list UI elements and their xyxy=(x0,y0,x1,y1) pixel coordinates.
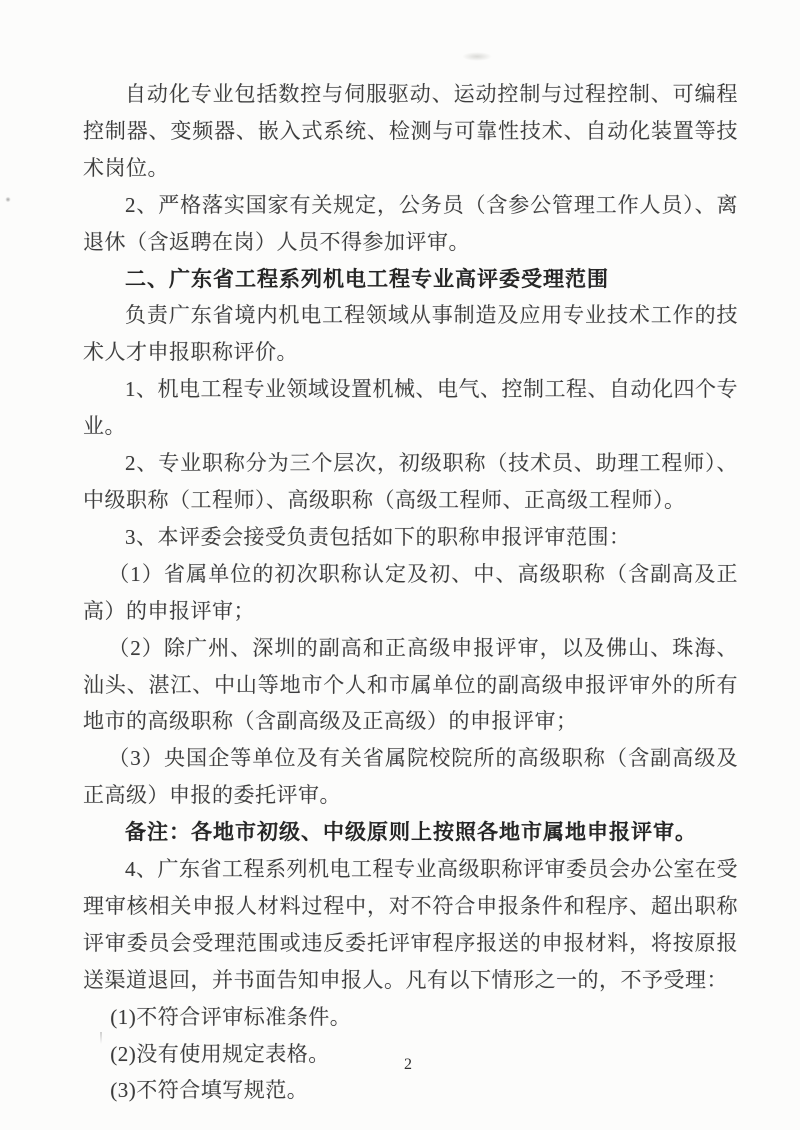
paragraph-responsibility: 负责广东省境内机电工程领域从事制造及应用专业技术工作的技术人才申报职称评价。 xyxy=(83,303,738,365)
document-body xyxy=(83,76,738,1109)
subitem-3-central-soe: （3）央国企等单位及有关省属院校院所的高级职称（含副高级及正高级）申报的委托评审。 xyxy=(83,746,738,808)
reject-item-3: (3)不符合填写规范。 xyxy=(110,1078,309,1103)
note-local-declaration: 备注：各地市初级、中级原则上按照各地市属地申报评审。 xyxy=(125,820,697,845)
paragraph-civil-servants-rule: 2、严格落实国家有关规定，公务员（含参公管理工作人员）、离退休（含返聘在岗）人员不得参加评审。 xyxy=(83,192,738,254)
item-1-four-majors: 1、机电工程专业领域设置机械、电气、控制工程、自动化四个专业。 xyxy=(83,377,738,439)
section-heading-acceptance-scope: 二、广东省工程系列机电工程专业高评委受理范围 xyxy=(125,266,609,291)
item-2-title-levels: 2、专业职称分为三个层次，初级职称（技术员、助理工程师）、中级职称（工程师）、高级职称（高级工程师、正高级工程师）。 xyxy=(83,451,738,512)
reject-item-2: (2)没有使用规定表格。 xyxy=(110,1041,330,1066)
paragraph-automation-majors: 自动化专业包括数控与伺服驱动、运动控制与过程控制、可编程控制器、变频器、嵌入式系统、检测与可靠性技术、自动化装置等技术岗位。 xyxy=(83,82,738,180)
item-3-scope-intro: 3、本评委会接受负责包括如下的职称申报评审范围： xyxy=(125,524,631,549)
scan-artifact-smudge xyxy=(462,52,492,61)
page-number: 2 xyxy=(404,1056,412,1073)
reject-item-1: (1)不符合评审标准条件。 xyxy=(110,1004,352,1029)
subitem-1-provincial-units: （1）省属单位的初次职称认定及初、中、高级职称（含副高及正高）的申报评审； xyxy=(83,561,738,623)
subitem-2-city-exclusions: （2）除广州、深圳的副高和正高级申报评审，以及佛山、珠海、汕头、湛江、中山等地市个人和市属单位的副高级申报评审外的所有地市的高级职称（含副高级及正高级）的申报评审； xyxy=(83,635,738,734)
scan-artifact-speck xyxy=(5,197,11,202)
item-4-office-review-process: 4、广东省工程系列机电工程专业高级职称评审委员会办公室在受理审核相关申报人材料过程中，对不符合申报条件和程序、超出职称评审委员会受理范围或违反委托评审程序报送的申报材料，将按原报送渠道退回，并书面告知申报人。凡有以下情形之一的，不予受理： xyxy=(83,857,738,992)
